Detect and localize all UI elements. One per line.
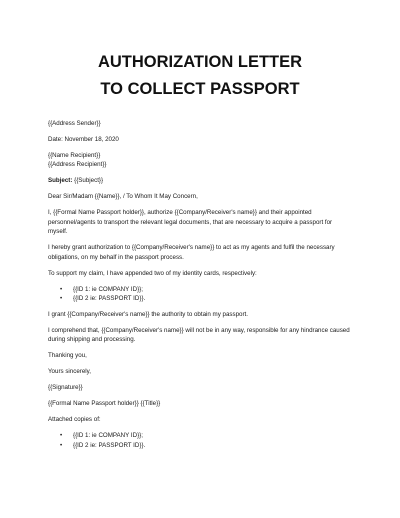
list-item bbox=[48, 431, 352, 440]
list-item-text: {{ID 2 ie: PASSPORT ID}}. bbox=[73, 441, 146, 449]
subject-label: Subject: bbox=[48, 177, 73, 185]
paragraph-authority: I grant {{Company/Receiver's name}} the authority to obtain my passport. bbox=[48, 311, 248, 319]
id-list bbox=[48, 285, 352, 304]
paragraph-authorization: I, {{Formal Name Passport holder}}, authorize {{Company/Receiver's name}} and their appointed personnel/agents to transport the relevant legal documents, that are necessary to acquire a passport for myself. bbox=[48, 209, 333, 236]
date-line: Date: November 18, 2020 bbox=[48, 136, 119, 143]
list-item bbox=[48, 285, 352, 294]
list-item-text: {{ID 1: ie COMPANY ID}}; bbox=[73, 285, 143, 293]
list-item-text: {{ID 2 ie: PASSPORT ID}}. bbox=[73, 295, 146, 303]
title-line-2: TO COLLECT PASSPORT bbox=[100, 80, 300, 98]
list-item-text: {{ID 1: ie COMPANY ID}}; bbox=[73, 432, 143, 440]
list-item bbox=[48, 294, 352, 303]
title-line-1: AUTHORIZATION LETTER bbox=[97, 53, 303, 71]
paragraph-liability: I comprehend that, {{Company/Receiver's name}} will not be in any way, responsible for any hindrance caused during shipping and processing. bbox=[48, 327, 350, 344]
signature-line: {{Signature}} bbox=[48, 384, 83, 392]
attached-list bbox=[48, 431, 352, 450]
paragraph-identity-cards: To support my claim, I have appended two of my identity cards, respectively: bbox=[48, 269, 257, 277]
closing-line: Yours sincerely, bbox=[48, 368, 91, 376]
name-recipient: {{Name Recipient}} bbox=[48, 152, 101, 159]
address-sender: {{Address Sender}} bbox=[48, 120, 101, 127]
letter-body bbox=[48, 119, 352, 450]
thanks-line: Thanking you, bbox=[48, 352, 87, 360]
bullet-icon: • bbox=[60, 432, 63, 440]
signer-line: {{Formal Name Passport holder}} {{Title}} bbox=[48, 400, 161, 408]
salutation: Dear Sir/Madam {{Name}}, / To Whom It May Concern, bbox=[48, 193, 198, 201]
bullet-icon: • bbox=[60, 285, 63, 293]
paragraph-grant: I hereby grant authorization to {{Company/Receiver's name}} to act as my agents and fulfil the necessary obligations, on my behalf in the passport process. bbox=[48, 244, 335, 261]
bullet-icon: • bbox=[60, 441, 63, 449]
subject-line bbox=[48, 176, 352, 185]
bullet-icon: • bbox=[60, 295, 63, 303]
attached-label: Attached copies of: bbox=[48, 416, 101, 424]
subject-value: {{Subject}} bbox=[72, 177, 104, 185]
list-item bbox=[48, 441, 352, 450]
address-recipient: {{Address Recipient}} bbox=[48, 161, 107, 169]
